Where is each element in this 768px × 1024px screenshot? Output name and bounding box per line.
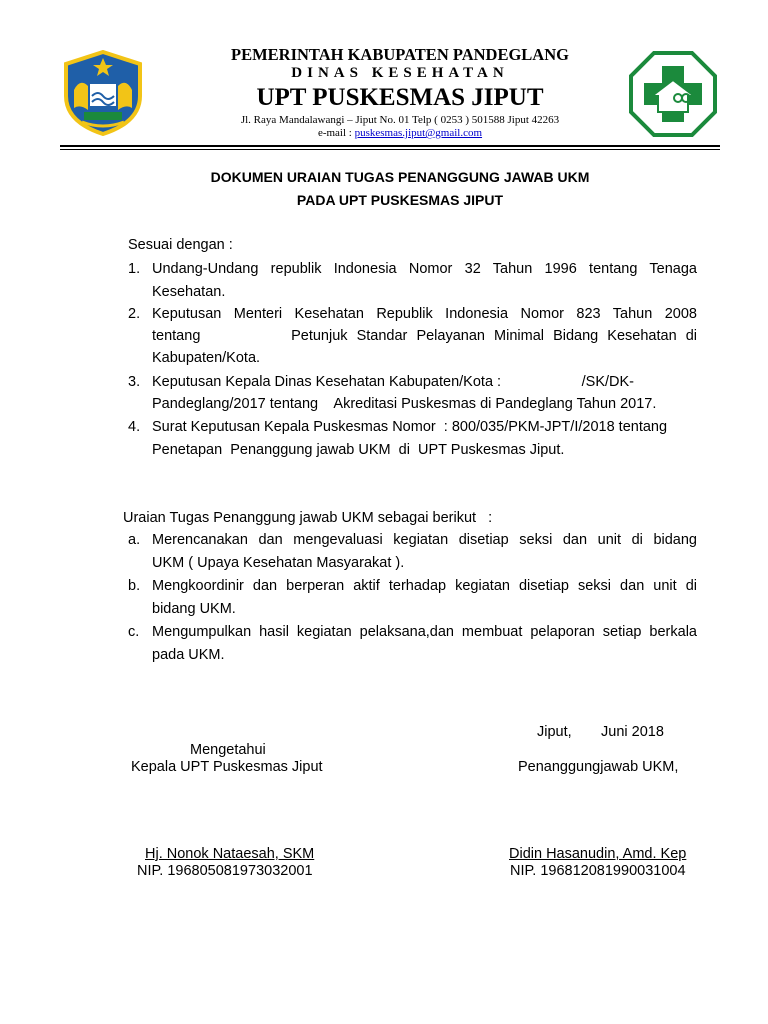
document-title: DOKUMEN URAIAN TUGAS PENANGGUNG JAWAB UKM: [210, 169, 590, 185]
responsible-title: Penanggungjawab UKM,: [518, 759, 679, 775]
header-divider: [60, 145, 720, 147]
department-name: DINAS KESEHATAN: [291, 65, 509, 81]
duty-item-line: Mengumpulkan hasil kegiatan pelaksana,dan membuat pelaporan setiap berkala: [152, 624, 697, 640]
duty-item-line: Mengkoordinir dan berperan aktif terhadap kegiatan disetiap seksi dan unit di: [152, 578, 697, 594]
list-item-line: Keputusan Menteri Kesehatan Republik Indonesia Nomor 823 Tahun 2008: [152, 306, 697, 322]
list-item-number: 4.: [128, 419, 141, 435]
responsible-nip: NIP. 196812081990031004: [510, 863, 686, 879]
head-title: Kepala UPT Puskesmas Jiput: [131, 759, 323, 775]
pandeglang-emblem-logo: [62, 50, 144, 136]
list-item-line: tentang Petunjuk Standar Pelayanan Minimal Bidang Kesehatan di: [152, 328, 697, 344]
duty-item-line: Merencanakan dan mengevaluasi kegiatan disetiap seksi dan unit di bidang: [152, 532, 697, 548]
list-item-line: Kabupaten/Kota.: [152, 350, 261, 366]
address-line: Jl. Raya Mandalawangi – Jiput No. 01 Telp ( 0253 ) 501588 Jiput 42263: [240, 114, 560, 126]
duty-item-line: UKM ( Upaya Kesehatan Masyarakat ).: [152, 555, 405, 571]
institution-name: UPT PUSKESMAS JIPUT: [256, 84, 544, 111]
email-label: e-mail :: [317, 127, 352, 139]
duty-item-letter: c.: [128, 624, 140, 640]
list-item-line: Keputusan Kepala Dinas Kesehatan Kabupaten/Kota : /SK/DK-: [152, 374, 635, 390]
head-nip: NIP. 196805081973032001: [137, 863, 313, 879]
list-item-line: Surat Keputusan Kepala Puskesmas Nomor : 800/035/PKM-JPT/I/2018 tentang: [152, 419, 668, 435]
duty-item-line: bidang UKM.: [152, 601, 236, 617]
list-item-line: Pandeglang/2017 tentang Akreditasi Puskesmas di Pandeglang Tahun 2017.: [152, 396, 657, 412]
government-name: PEMERINTAH KABUPATEN PANDEGLANG: [231, 45, 569, 64]
signature-date: Juni 2018: [601, 724, 664, 740]
duty-item-line: pada UKM.: [152, 647, 225, 663]
duty-item-letter: b.: [128, 578, 141, 594]
signature-place: Jiput,: [537, 724, 572, 740]
header-divider-thin: [60, 149, 720, 150]
email-link[interactable]: puskesmas.jiput@gmail.com: [354, 127, 483, 139]
email-line: [150, 127, 650, 139]
list-item-line: Undang-Undang republik Indonesia Nomor 32 Tahun 1996 tentang Tenaga: [152, 261, 697, 277]
responsible-name: Didin Hasanudin, Amd. Kep: [509, 846, 687, 862]
intro-text: Sesuai dengan :: [128, 237, 233, 253]
document-subtitle: PADA UPT PUSKESMAS JIPUT: [296, 192, 504, 208]
duty-item-letter: a.: [128, 532, 141, 548]
list-item-number: 1.: [128, 261, 141, 277]
list-item-number: 3.: [128, 374, 141, 390]
list-item-line: Kesehatan.: [152, 284, 226, 300]
list-item-number: 2.: [128, 306, 141, 322]
head-name: Hj. Nonok Nataesah, SKM: [145, 846, 315, 862]
list-item-line: Penetapan Penanggung jawab UKM di UPT Puskesmas Jiput.: [152, 442, 565, 458]
duties-intro: Uraian Tugas Penanggung jawab UKM sebagai berikut :: [123, 510, 493, 526]
acknowledged-label: Mengetahui: [190, 742, 266, 758]
